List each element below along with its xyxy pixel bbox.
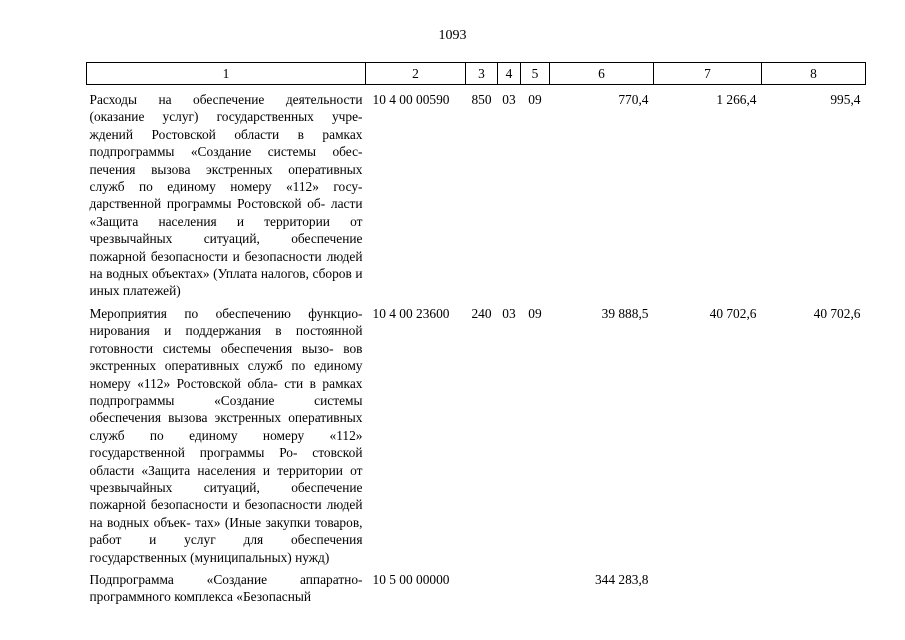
name-line: «112» государственной программы Ро- bbox=[89, 427, 363, 461]
name-line: (оказание услуг) государственных учре- bbox=[89, 109, 363, 125]
name-line: печения вызова экстренных оперативных bbox=[89, 161, 363, 177]
header-col-4: 4 bbox=[498, 63, 521, 85]
name-line: ласти «Защита населения и территории bbox=[89, 196, 363, 229]
table-row bbox=[87, 300, 866, 566]
name-line: услуг для обеспечения государственных bbox=[89, 532, 363, 565]
name-line: Мероприятия по обеспечению функцио- bbox=[89, 305, 363, 321]
row-subsection: 09 bbox=[528, 92, 542, 107]
row-value-col6: 344 283,8 bbox=[594, 571, 649, 587]
row-vr-code: 850 bbox=[471, 92, 492, 107]
name-line: единому номеру «112» Ростовской обла- bbox=[89, 358, 363, 391]
row-vr-code: 240 bbox=[471, 305, 492, 321]
header-col-6: 6 bbox=[550, 63, 654, 85]
header-col-7: 7 bbox=[654, 63, 762, 85]
row-value-col7 bbox=[654, 566, 762, 606]
row-value-col8: 40 702,6 bbox=[813, 305, 861, 321]
name-line: пожарной безопасности и безопасности bbox=[89, 248, 322, 264]
row-csr-code: 10 4 00 00590 bbox=[372, 92, 450, 107]
table-row bbox=[87, 85, 866, 300]
name-line: оперативных служб по единому номеру bbox=[89, 410, 363, 443]
name-line: готовности системы обеспечения вызо- bbox=[89, 340, 334, 356]
row-value-col6: 770,4 bbox=[618, 92, 649, 107]
name-line: безопасности людей на водных объек- bbox=[89, 497, 363, 530]
name-line: Расходы на обеспечение деятельности bbox=[89, 92, 363, 107]
row-value-col7: 1 266,4 bbox=[716, 92, 757, 107]
table-row bbox=[87, 566, 866, 606]
row-section: 03 bbox=[502, 92, 516, 107]
name-line: от чрезвычайных ситуаций, обеспечение bbox=[89, 213, 363, 247]
name-line: системы обеспечения вызова экстренных bbox=[89, 392, 363, 426]
header-col-2: 2 bbox=[366, 63, 466, 85]
name-line: территории от чрезвычайных ситуаций, bbox=[89, 462, 363, 495]
row-value-col6: 39 888,5 bbox=[601, 305, 649, 321]
budget-table bbox=[86, 62, 866, 606]
row-value-col8 bbox=[762, 566, 866, 606]
header-col-3: 3 bbox=[466, 63, 498, 85]
header-col-8: 8 bbox=[762, 63, 866, 85]
name-line: налогов, сборов и иных платежей) bbox=[89, 266, 363, 299]
name-line: подпрограммы «Создание системы обес- bbox=[89, 144, 363, 160]
header-col-5: 5 bbox=[521, 63, 550, 85]
row-name bbox=[87, 85, 366, 300]
name-line: тах» (Иные закупки товаров, работ и bbox=[89, 514, 363, 548]
name-line: сти в рамках подпрограммы «Создание bbox=[89, 375, 363, 408]
name-line: ждений Ростовской области в рамках bbox=[89, 126, 363, 142]
row-section: 03 bbox=[502, 305, 516, 321]
name-line: (муниципальных) нужд) bbox=[190, 549, 330, 565]
name-line: Подпрограмма «Создание аппаратно- bbox=[89, 571, 363, 587]
name-line: людей на водных объектах» (Уплата bbox=[89, 248, 363, 282]
row-value-col7: 40 702,6 bbox=[709, 305, 757, 321]
name-line: программного комплекса «Безопасный bbox=[89, 589, 312, 605]
row-vr-code bbox=[466, 566, 498, 606]
row-section bbox=[498, 566, 521, 606]
page-number: 1093 bbox=[438, 28, 467, 43]
name-line: обеспечение пожарной безопасности и bbox=[89, 479, 363, 513]
row-value-col8: 995,4 bbox=[830, 92, 861, 107]
name-line: стовской области «Защита населения и bbox=[89, 445, 363, 478]
row-csr-code: 10 5 00 00000 bbox=[372, 571, 450, 587]
row-name bbox=[87, 300, 366, 566]
name-line: дарственной программы Ростовской об- bbox=[89, 196, 326, 212]
header-col-1: 1 bbox=[87, 63, 366, 85]
header-row bbox=[87, 63, 866, 85]
name-line: служб по единому номеру «112» госу- bbox=[89, 179, 363, 195]
name-line: вов экстренных оперативных служб по bbox=[89, 340, 363, 374]
row-subsection bbox=[521, 566, 550, 606]
row-csr-code: 10 4 00 23600 bbox=[372, 305, 450, 321]
row-name bbox=[87, 566, 366, 606]
row-subsection: 09 bbox=[528, 305, 542, 321]
name-line: нирования и поддержания в постоянной bbox=[89, 323, 363, 339]
